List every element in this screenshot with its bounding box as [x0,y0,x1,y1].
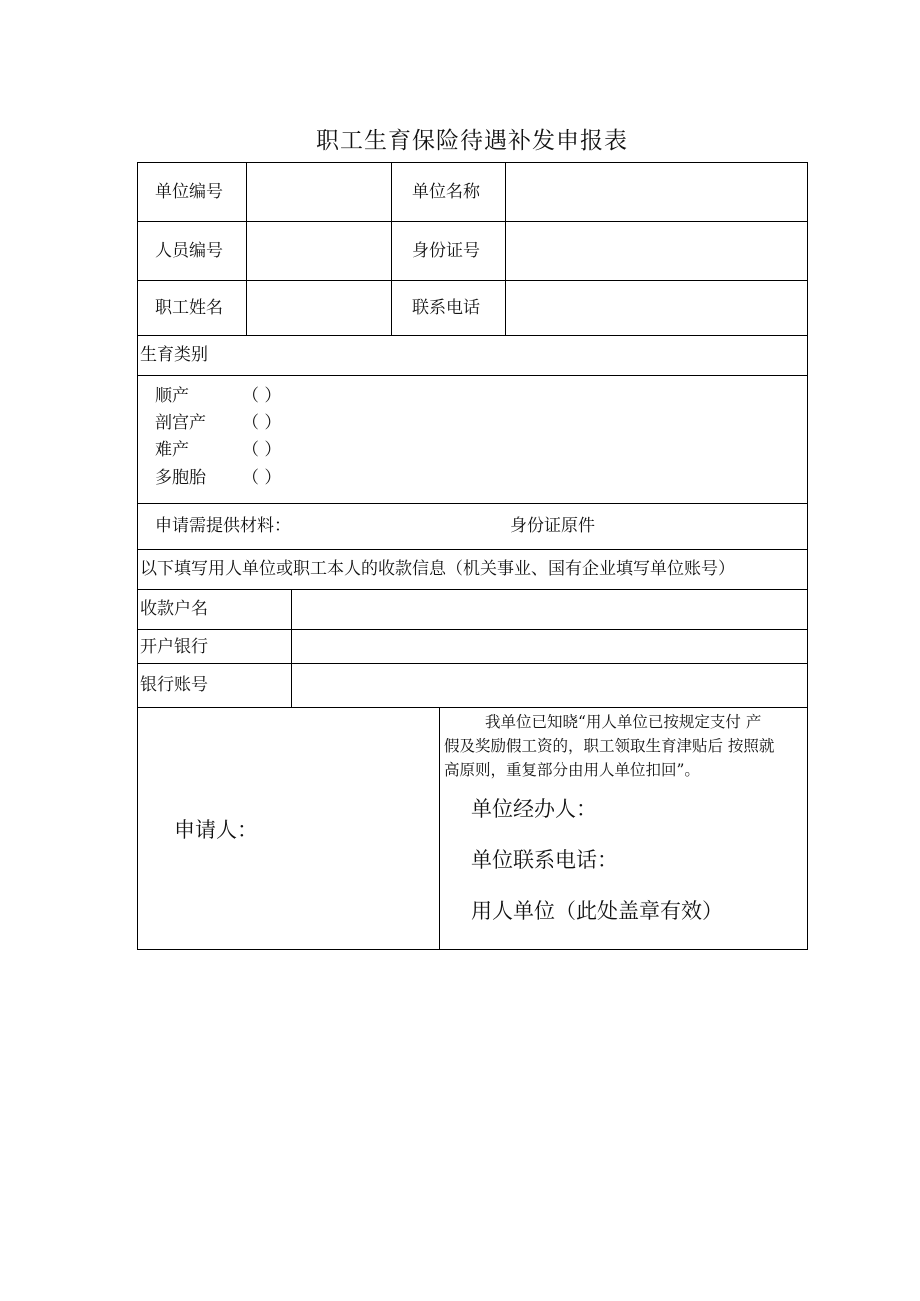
employer-statement [444,710,806,782]
handler-label: 单位经办人： [471,797,597,821]
payment-note: 以下填写用人单位或职工本人的收款信息（机关事业、国有企业填写单位账号） [140,559,735,579]
birth-option-label: 难产 [155,440,189,460]
statement-line: 假及奖励假工资的，职工领取生育津贴后 按照就 [444,737,775,755]
column-divider [439,707,440,950]
account-name-value[interactable] [295,592,803,626]
birth-option-checkbox[interactable]: （ ） [242,413,282,433]
person-no-label: 人员编号 [155,241,223,261]
seal-label: 用人单位（此处盖章有效） [471,899,723,923]
staff-name-value[interactable] [250,284,388,332]
row-divider [137,629,808,630]
phone-label: 联系电话 [412,298,480,318]
birth-type-heading: 生育类别 [140,345,208,365]
statement-line: 高原则，重复部分由用人单位扣回”。 [444,761,700,779]
birth-option-label: 多胞胎 [155,468,206,488]
row-divider [137,335,808,336]
row-divider [137,221,808,222]
row-divider [137,589,808,590]
account-name-label: 收款户名 [140,599,208,619]
applicant-signature-area[interactable] [141,711,435,947]
materials-value: 身份证原件 [510,516,595,536]
row-divider [137,549,808,550]
column-divider [505,162,506,335]
row-divider [137,375,808,376]
applicant-label: 申请人： [174,818,258,842]
row-divider [137,663,808,664]
column-divider [246,162,247,335]
row-divider [137,280,808,281]
row-divider [137,707,808,708]
phone-value[interactable] [509,284,804,332]
bank-value[interactable] [295,632,803,660]
birth-option-label: 顺产 [155,386,189,406]
unit-no-value[interactable] [250,166,388,218]
column-divider [291,589,292,707]
account-no-value[interactable] [295,666,803,704]
person-no-value[interactable] [250,225,388,277]
bank-label: 开户银行 [140,637,208,657]
row-divider [137,503,808,504]
birth-option-checkbox[interactable]: （ ） [242,440,282,460]
unit-name-value[interactable] [509,166,804,218]
id-no-value[interactable] [509,225,804,277]
id-no-label: 身份证号 [412,241,480,261]
birth-option-checkbox[interactable]: （ ） [242,386,282,406]
account-no-label: 银行账号 [140,675,208,695]
unit-name-label: 单位名称 [412,182,480,202]
column-divider [391,162,392,335]
materials-label: 申请需提供材料： [155,516,291,536]
birth-option-checkbox[interactable]: （ ） [242,468,282,488]
form-title: 职工生育保险待遇补发申报表 [316,128,628,154]
statement-line: 我单位已知晓“用人单位已按规定支付 产 [485,713,762,731]
unit-no-label: 单位编号 [155,182,223,202]
unit-phone-label: 单位联系电话： [471,848,618,872]
staff-name-label: 职工姓名 [155,298,223,318]
birth-option-label: 剖宫产 [155,413,206,433]
